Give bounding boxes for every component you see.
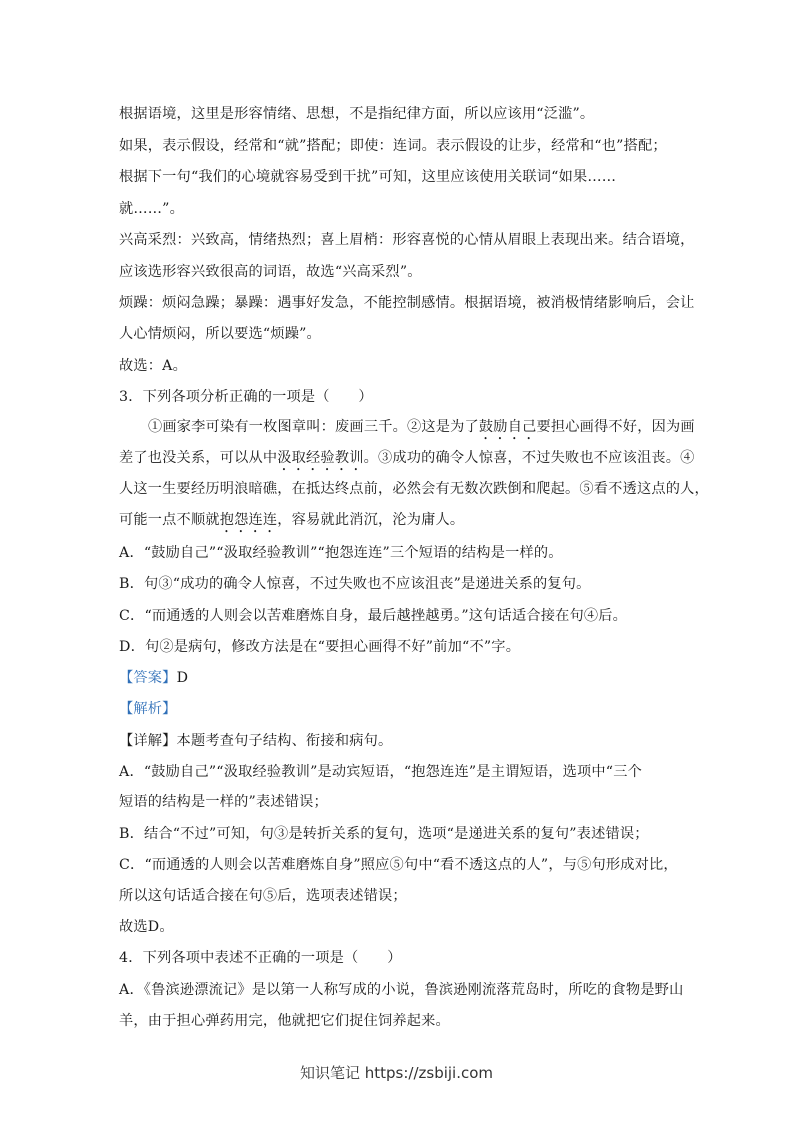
dotted-phrase: 抱怨连连 (219, 512, 278, 528)
q4-option-a-line-1: A．《鲁滨逊漂流记》是以第一人称写成的小说，鲁滨逊刚流落荒岛时，所吃的食物是野山 (119, 982, 684, 998)
detail-line-3: 短语的结构是一样的”表述错误； (119, 794, 328, 810)
question-4: 4．下列各项中表述不正确的一项是（ ） (119, 950, 402, 966)
detail-line-6: 所以这句话适合接在句⑤后，选项表述错误； (119, 888, 407, 904)
answer-line (119, 667, 188, 687)
passage-text: 。③成功的确令人惊喜，不过失败也不应该沮丧。④ (363, 450, 695, 466)
passage-text: ①画家李可染有一枚图章叫：废画三千。②这是为了 (148, 419, 479, 435)
detail-line-7: 故选D。 (119, 919, 174, 935)
passage-text: 可能一点不顺就 (119, 512, 220, 528)
option-a: A．“鼓励自己”“汲取经验教训”“抱怨连连”三个短语的结构是一样的。 (119, 545, 563, 561)
dotted-phrase: 鼓励自己 (478, 419, 537, 435)
passage-text: ，容易就此消沉，沦为庸人。 (277, 512, 465, 528)
line-6: 应该选形容兴致很高的词语，故选“兴高采烈”。 (119, 264, 422, 280)
passage-text: 差了也没关系，可以从中 (119, 450, 278, 466)
footer-watermark[interactable]: 知识笔记 https://zsbiji.com (299, 1064, 494, 1082)
detail-line-2: A．“鼓励自己”“汲取经验教训”是动宾短语，“抱怨连连”是主谓短语，选项中“三个 (119, 764, 643, 780)
passage-line-4 (119, 509, 464, 536)
option-b: B．句③“成功的确令人惊喜，不过失败也不应该沮丧”是递进关系的复句。 (119, 576, 591, 592)
analysis-label: 【解析】 (119, 701, 177, 717)
line-9: 故选：A。 (119, 358, 187, 374)
q4-option-a-line-2: 羊，由于担心弹药用完，他就把它们捉住饲养起来。 (119, 1013, 450, 1029)
answer-label: 【答案】 (119, 670, 177, 686)
option-d: D．句②是病句，修改方法是在“要担心画得不好”前加“不”字。 (119, 639, 521, 655)
dotted-phrase: 汲取经验教训 (277, 450, 364, 466)
detail-line-1: 【详解】本题考查句子结构、衔接和病句。 (119, 733, 393, 749)
detail-line-5: C．“而通透的人则会以苦难磨炼自身”照应⑤句中“看不透这点的人”，与⑤句形成对比， (119, 857, 678, 873)
question-3: 3．下列各项分析正确的一项是（ ） (119, 389, 373, 405)
passage-line-3: 人这一生要经历明浪暗礁，在抵达终点前，必然会有无数次跌倒和爬起。⑤看不透这点的人， (119, 481, 709, 497)
line-3: 根据下一句“我们的心境就容易受到干扰”可知，这里应该使用关联词“如果…… (119, 169, 617, 185)
detail-line-4: B．结合“不过”可知，句③是转折关系的复句，选项“是递进关系的复句”表述错误； (119, 826, 649, 842)
answer-value: D (176, 670, 189, 686)
line-8: 人心情烦闷，所以要选“烦躁”。 (119, 326, 321, 342)
option-c: C．“而通透的人则会以苦难磨炼自身，最后越挫越勇。”这句话适合接在句④后。 (119, 608, 628, 624)
line-7: 烦躁：烦闷急躁；暴躁：遇事好发急，不能控制感情。根据语境，被消极情绪影响后，会让 (119, 295, 695, 311)
line-4: 就……”。 (119, 201, 185, 217)
line-2: 如果，表示假设，经常和“就”搭配；即使：连词。表示假设的让步，经常和“也”搭配； (119, 138, 667, 154)
passage-text: 要担心画得不好，因为画 (536, 419, 695, 435)
passage-line-2 (119, 447, 695, 474)
line-1: 根据语境，这里是形容情绪、思想，不是指纪律方面，所以应该用“泛滥”。 (119, 106, 595, 122)
passage-line-1 (148, 416, 695, 443)
line-5: 兴高采烈：兴致高，情绪热烈；喜上眉梢：形容喜悦的心情从眉眼上表现出来。结合语境， (119, 232, 695, 248)
